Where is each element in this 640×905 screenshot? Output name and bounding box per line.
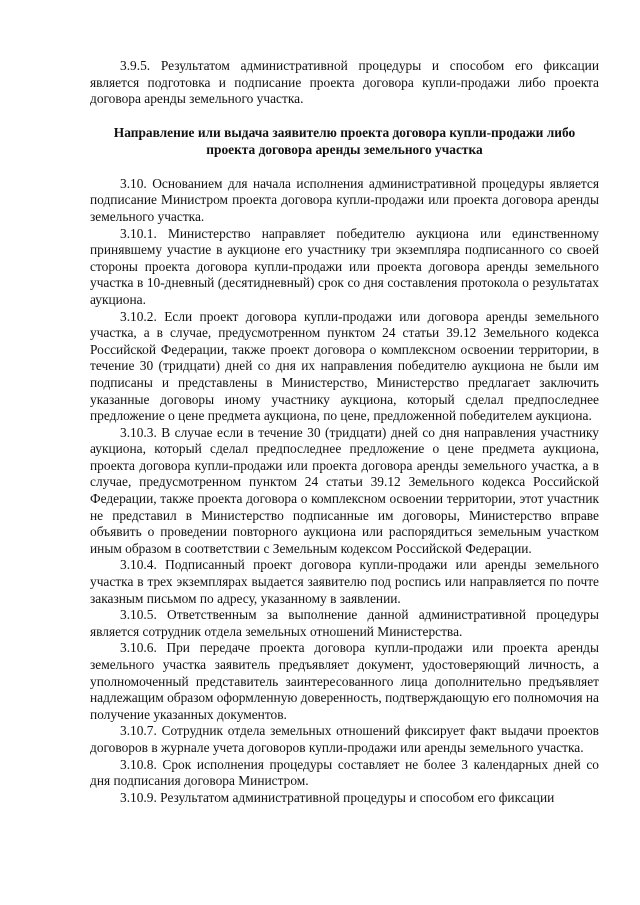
paragraph-3-10-6: 3.10.6. При передаче проекта договора купли-продажи или проекта аренды земельного участка заявитель предъявляет документ, удостоверяющий личность, а уполномоченный представитель заинтересованного лица дополнительно предъявляет надлежащим образом оформленную доверенность, подтверждающую его полномочия на получение указанных документов. xyxy=(90,640,599,722)
section-heading-line-2: проекта договора аренды земельного участка xyxy=(206,141,483,157)
paragraph-3-9-5: 3.9.5. Результатом административной процедуры и способом его фиксации является подготовка и подписание проекта договора купли-продажи либо проекта договора аренды земельного участка. xyxy=(90,58,599,107)
section-heading xyxy=(90,124,599,158)
paragraph-3-10-7: 3.10.7. Сотрудник отдела земельных отношений фиксирует факт выдачи проектов договоров в журнале учета договоров купли-продажи или аренды земельного участка. xyxy=(90,723,599,755)
paragraph-3-10-2: 3.10.2. Если проект договора купли-продажи или договора аренды земельного участка, а в случае, предусмотренном пунктом 24 статьи 39.12 Земельного кодекса Российской Федерации, также проект договора о комплексном освоении территории, в течение 30 (тридцати) дней со дня их направления победителю аукциона не были им подписаны и представлены в Министерство, Министерство предлагает заключить указанные договоры иному участнику аукциона, который сделал предпоследнее предложение о цене предмета аукциона, по цене, предложенной победителем аукциона. xyxy=(90,308,599,424)
paragraph-3-10: 3.10. Основанием для начала исполнения административной процедуры является подписание Министром проекта договора купли-продажи или проекта договора аренды земельного участка. xyxy=(90,175,599,224)
paragraph-3-10-1: 3.10.1. Министерство направляет победителю аукциона или единственному принявшему участие в аукционе его участнику три экземпляра подписанного со своей стороны проекта договора купли-продажи или проекта договора аренды земельного участка в 10-дневный (десятидневный) срок со дня составления протокола о результатах аукциона. xyxy=(90,225,599,307)
document-page xyxy=(90,58,599,806)
paragraph-3-10-4: 3.10.4. Подписанный проект договора купли-продажи или аренды земельного участка в трех экземплярах выдается заявителю под роспись или направляется по почте заказным письмом по адресу, указанному в заявлении. xyxy=(90,557,599,606)
paragraph-3-10-3: 3.10.3. В случае если в течение 30 (тридцати) дней со дня направления участнику аукциона, который сделал предпоследнее предложение о цене предмета аукциона, проекта договора купли-продажи или проекта договора аренды земельного участка, а в случае, предусмотренном пунктом 24 статьи 39.12 Земельного кодекса Российской Федерации, также проекта договора о комплексном освоении территории, этот участник не представил в Министерство подписанные им договоры, Министерство вправе объявить о проведении повторного аукциона или распорядиться земельным участком иным образом в соответствии с Земельным кодексом Российской Федерации. xyxy=(90,424,599,556)
section-heading-line-1: Направление или выдача заявителю проекта договора купли-продажи либо xyxy=(113,124,576,140)
paragraph-3-10-8: 3.10.8. Срок исполнения процедуры составляет не более 3 календарных дней со дня подписания договора Министром. xyxy=(90,756,599,789)
paragraph-3-10-5: 3.10.5. Ответственным за выполнение данной административной процедуры является сотрудник отдела земельных отношений Министерства. xyxy=(90,607,599,639)
paragraph-3-10-9: 3.10.9. Результатом административной процедуры и способом его фиксации xyxy=(120,789,555,805)
